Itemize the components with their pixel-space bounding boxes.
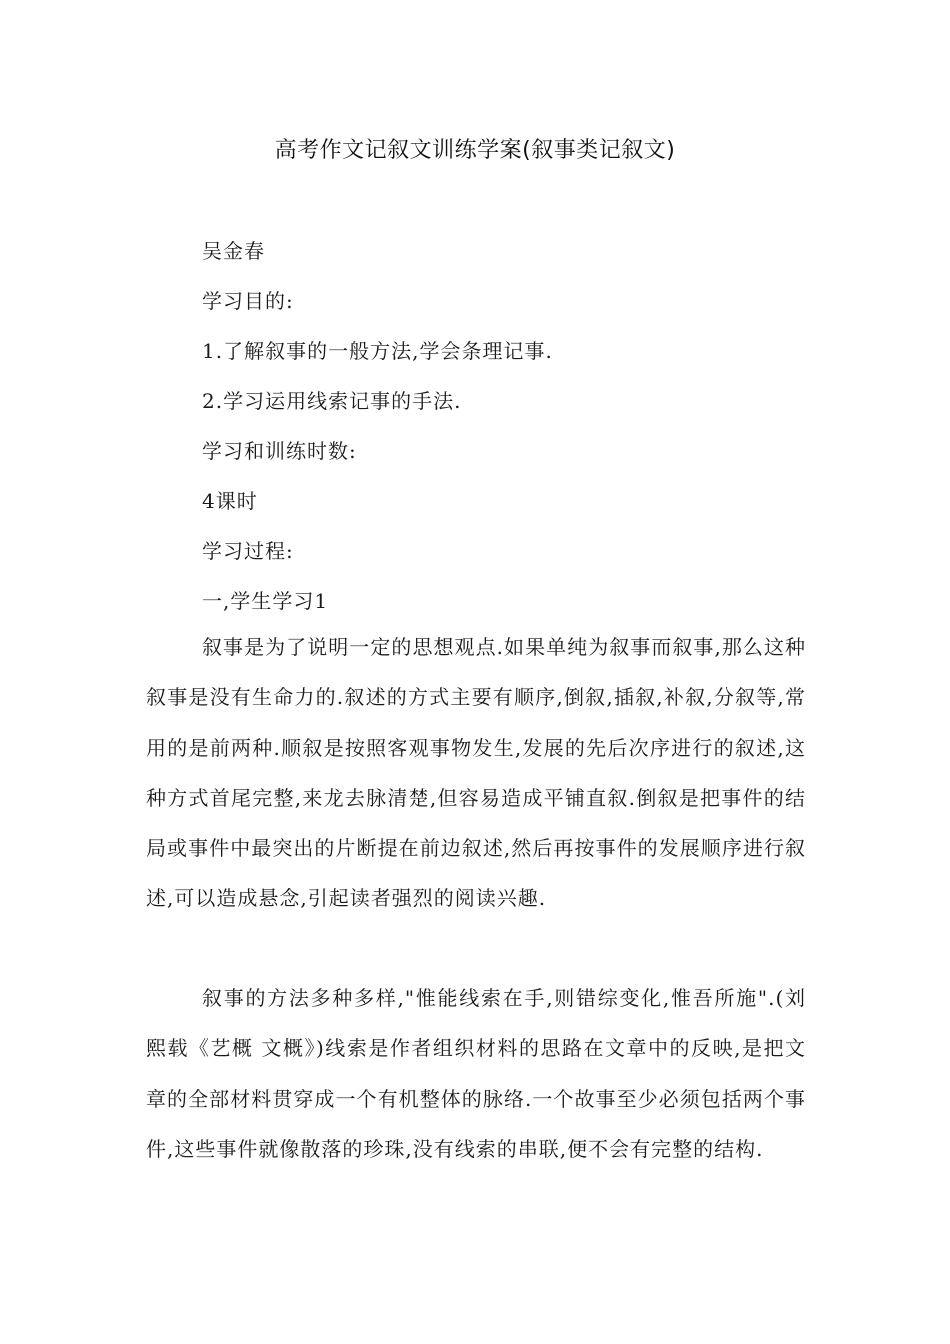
hours-value: 4课时	[202, 489, 258, 513]
body-paragraph-1: 叙事是为了说明一定的思想观点.如果单纯为叙事而叙事,那么这种叙事是没有生命力的.叙述的方式主要有顺序,倒叙,插叙,补叙,分叙等,常用的是前两种.顺叙是按照客观事物发生,发展的先后次序进行的叙述,这种方式首尾完整,来龙去脉清楚,但容易造成平铺直叙.倒叙是把事件的结局或事件中最突出的片断提在前边叙述,然后再按事件的发展顺序进行叙述,可以造成悬念,引起读者强烈的阅读兴趣.	[146, 635, 806, 911]
hours-heading: 学习和训练时数:	[202, 439, 357, 463]
document-title: 高考作文记叙文训练学案(叙事类记叙文)	[274, 138, 676, 163]
body-paragraph-2: 叙事的方法多种多样,"惟能线索在手,则错综变化,惟吾所施".(刘熙载《艺概 文概》)线索是作者组织材料的思路在文章中的反映,是把文章的全部材料贯穿成一个有机整体的脉络.一个故事至少必须包括两个事件,这些事件就像散落的珍珠,没有线索的串联,便不会有完整的结构.	[146, 986, 806, 1161]
process-heading: 学习过程:	[202, 539, 294, 563]
goals-heading: 学习目的:	[202, 289, 294, 313]
section-heading: 一,学生学习1	[202, 589, 329, 613]
goal-item-1: 1.了解叙事的一般方法,学会条理记事.	[202, 339, 553, 363]
goal-item-2: 2.学习运用线索记事的手法.	[202, 389, 462, 413]
author-name: 吴金春	[202, 239, 265, 263]
